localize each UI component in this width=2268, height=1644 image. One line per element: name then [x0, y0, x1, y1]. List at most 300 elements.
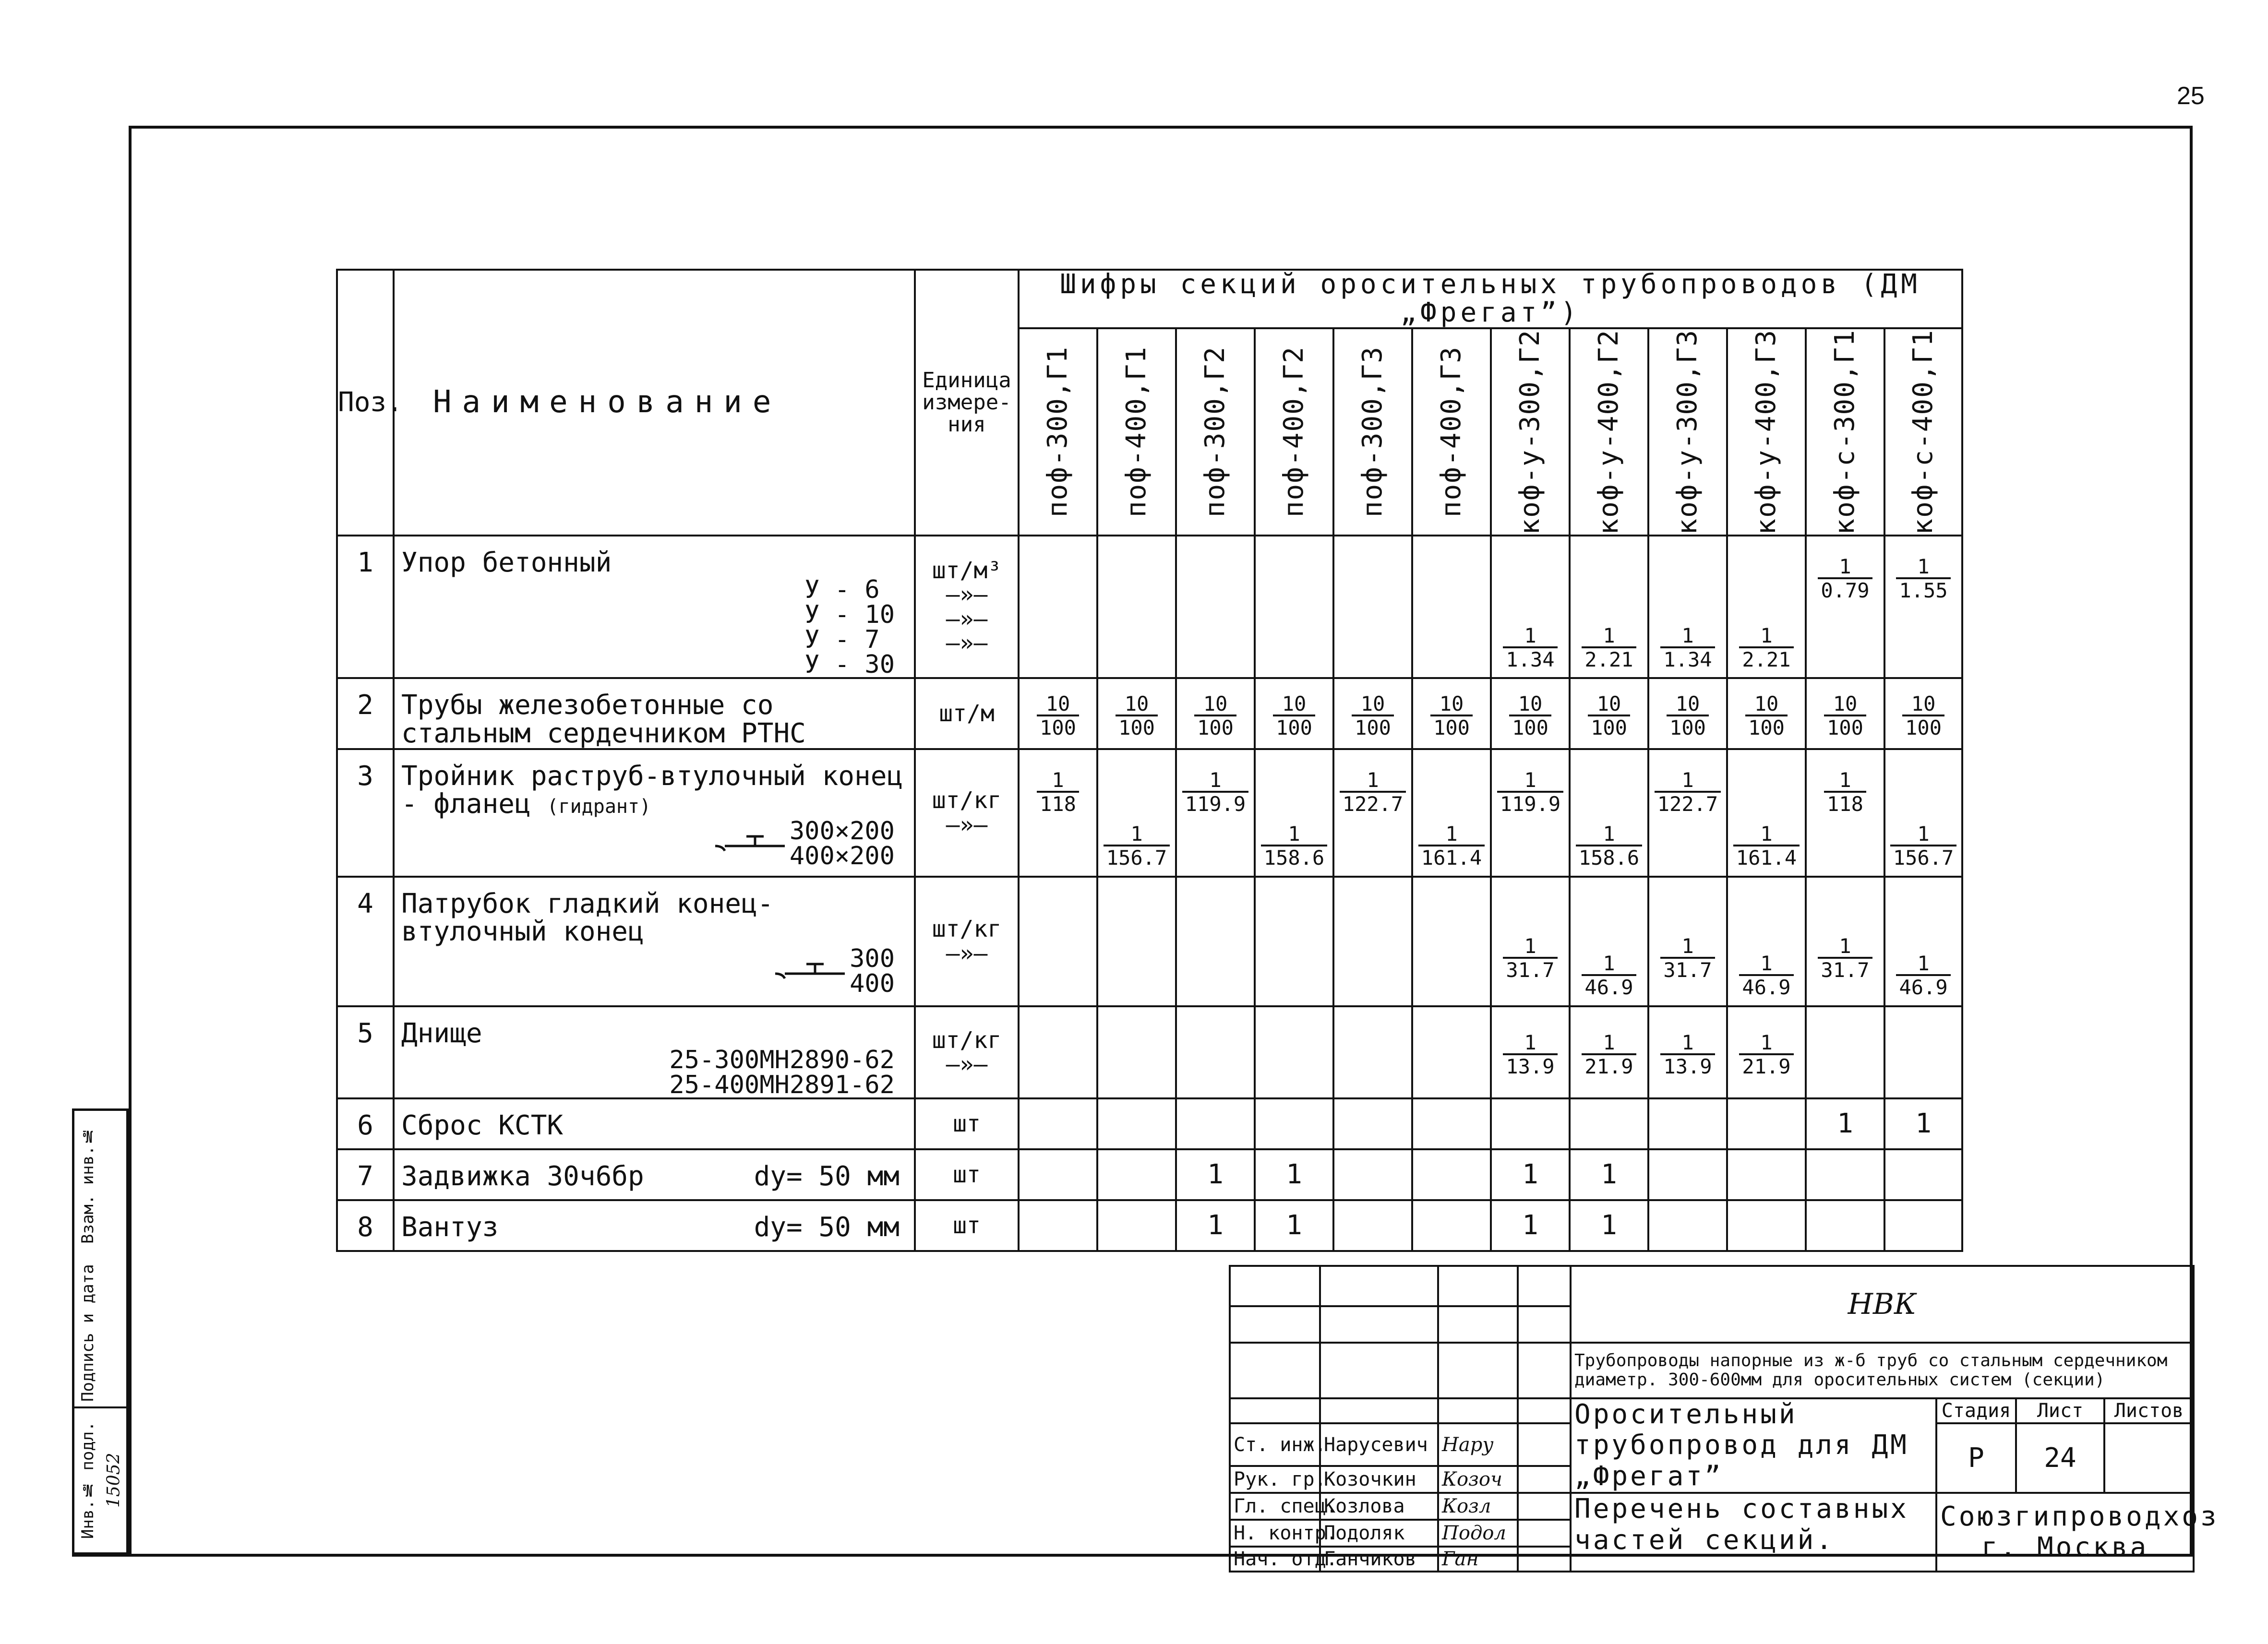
quantity-fraction: [1655, 770, 1721, 815]
quantity-cell: [1570, 877, 1648, 1006]
quantity-cell: [1648, 1149, 1727, 1200]
fraction-denominator: 100: [1116, 715, 1158, 739]
fraction-numerator: 10: [1203, 692, 1228, 716]
quantity-fraction: [1667, 693, 1709, 739]
table-row: [337, 1149, 1962, 1200]
item-note: (гидрант): [547, 796, 651, 818]
quantity-value: 1: [1286, 1158, 1302, 1190]
quantity-cell: [1491, 749, 1570, 877]
quantity-cell: [1019, 1149, 1097, 1200]
quantity-fraction: [1182, 770, 1248, 815]
quantity-fraction: [1104, 823, 1170, 869]
signature: Козл: [1438, 1493, 1518, 1520]
unit-line: шт/м³: [932, 557, 1002, 584]
fraction-numerator: 10: [1833, 692, 1858, 716]
quantity-cell: [1884, 1200, 1962, 1251]
quantity-cell: [1727, 1149, 1806, 1200]
fraction-numerator: 1: [1288, 822, 1300, 846]
quantity-cell: [1884, 536, 1962, 678]
quantity-fraction: [1352, 693, 1394, 739]
signature: Нару: [1438, 1423, 1518, 1466]
quantity-cell: [1491, 1200, 1570, 1251]
item-variant: У - 10: [804, 600, 895, 629]
quantity-cell: [1491, 1149, 1570, 1200]
header-pos: Поз.: [337, 270, 394, 536]
row-name: [394, 749, 915, 877]
inventory-stamp: [72, 1108, 129, 1557]
fraction-denominator: 100: [1902, 715, 1944, 739]
row-pos: 7: [337, 1149, 394, 1200]
fraction-numerator: 1: [1917, 952, 1930, 976]
column-header: коф-с-300,Г1: [1806, 328, 1884, 536]
quantity-cell: [1412, 536, 1491, 678]
quantity-fraction: [1660, 625, 1715, 670]
column-header: коф-у-300,Г3: [1648, 328, 1727, 536]
stamp-label-signature: Подпись и дата: [74, 1260, 101, 1408]
fraction-denominator: 1.34: [1503, 646, 1557, 670]
row-name: [394, 1098, 915, 1149]
fraction-denominator: 100: [1194, 715, 1236, 739]
quantity-cell: [1570, 1149, 1648, 1200]
item-name: Тройник раструб-втулочный конец - фланец: [401, 760, 903, 820]
quantity-cell: [1255, 877, 1333, 1006]
quantity-cell: [1097, 1149, 1176, 1200]
row-unit: [915, 1006, 1019, 1099]
quantity-cell: [1333, 877, 1412, 1006]
unit-line: —»—: [946, 629, 988, 656]
sheets-value: [2104, 1423, 2194, 1493]
quantity-cell: [1176, 1006, 1255, 1099]
quantity-fraction: [1902, 693, 1944, 739]
quantity-fraction: [1576, 823, 1642, 869]
quantity-cell: [1806, 877, 1884, 1006]
column-header: поф-300,Г3: [1333, 328, 1412, 536]
signature: Подол: [1438, 1520, 1518, 1547]
fraction-numerator: 1: [1603, 623, 1615, 647]
fraction-numerator: 1: [1760, 952, 1773, 976]
quantity-cell: [1727, 1006, 1806, 1099]
quantity-fraction: [1818, 936, 1872, 981]
item-variant: 25-300МН2890-62: [669, 1046, 895, 1075]
fraction-denominator: 100: [1037, 715, 1079, 739]
fraction-denominator: 46.9: [1739, 974, 1793, 998]
quantity-cell: [1019, 1006, 1097, 1099]
quantity-cell: [1412, 678, 1491, 749]
column-header: поф-300,Г2: [1176, 328, 1255, 536]
item-dimension: dу= 50 мм: [754, 1161, 900, 1192]
quantity-cell: [1648, 1098, 1727, 1149]
quantity-cell: [1648, 1006, 1727, 1099]
fraction-denominator: 31.7: [1503, 957, 1557, 981]
quantity-cell: [1727, 1098, 1806, 1149]
fraction-denominator: 100: [1588, 715, 1630, 739]
quantity-cell: [1727, 678, 1806, 749]
row-pos: 5: [337, 1006, 394, 1099]
quantity-cell: [1097, 1006, 1176, 1099]
stage-label: Стадия: [1936, 1398, 2016, 1423]
fraction-numerator: 1: [1917, 822, 1930, 846]
quantity-value: 1: [1601, 1158, 1617, 1190]
quantity-value: 1: [1837, 1108, 1853, 1139]
fraction-numerator: 1: [1367, 768, 1379, 792]
fraction-numerator: 1: [1445, 822, 1458, 846]
quantity-fraction: [1582, 1032, 1636, 1077]
stamp-value-replaced: [101, 1111, 128, 1260]
table-row: [337, 1098, 1962, 1149]
sign-name: Козлова: [1320, 1493, 1438, 1520]
sheet-label: Лист: [2016, 1398, 2104, 1423]
item-variant: 300×200: [789, 817, 895, 846]
quantity-cell: [1412, 1200, 1491, 1251]
fraction-numerator: 1: [1839, 934, 1851, 958]
specification-table: [336, 269, 1963, 1252]
quantity-cell: [1019, 678, 1097, 749]
quantity-cell: [1333, 749, 1412, 877]
header-unit: Единица измере-ния: [915, 270, 1019, 536]
row-name: [394, 536, 915, 678]
stamp-value-signature: [101, 1260, 128, 1408]
table-row: [337, 877, 1962, 1006]
sign-role: Гл. спец.: [1230, 1493, 1320, 1520]
fraction-numerator: 10: [1596, 692, 1621, 716]
unit-line: —»—: [946, 581, 988, 608]
quantity-cell: [1255, 1200, 1333, 1251]
column-header: поф-400,Г2: [1255, 328, 1333, 536]
fraction-numerator: 1: [1760, 1031, 1773, 1055]
quantity-cell: [1176, 678, 1255, 749]
quantity-cell: [1570, 1098, 1648, 1149]
quantity-cell: [1097, 536, 1176, 678]
fraction-numerator: 1: [1917, 555, 1930, 579]
stamp-label-replaced: Взам. инв.№: [78, 1126, 97, 1244]
quantity-value: 1: [1207, 1158, 1224, 1190]
quantity-cell: [1097, 1200, 1176, 1251]
quantity-cell: [1333, 1098, 1412, 1149]
quantity-cell: [1255, 536, 1333, 678]
quantity-cell: [1176, 1149, 1255, 1200]
quantity-cell: [1019, 749, 1097, 877]
quantity-cell: [1884, 678, 1962, 749]
quantity-fraction: [1509, 693, 1551, 739]
fraction-denominator: 100: [1824, 715, 1866, 739]
quantity-cell: [1727, 877, 1806, 1006]
quantity-fraction: [1418, 823, 1485, 869]
fraction-denominator: 31.7: [1660, 957, 1715, 981]
quantity-fraction: [1273, 693, 1315, 739]
item-name: Упор бетонный: [401, 547, 612, 579]
quantity-fraction: [1582, 953, 1636, 998]
quantity-fraction: [1497, 770, 1563, 815]
quantity-cell: [1176, 749, 1255, 877]
pipe-fitting-icon: [773, 959, 850, 983]
item-name: Патрубок гладкий конец-втулочный конец: [401, 888, 774, 948]
fraction-denominator: 46.9: [1582, 974, 1636, 998]
quantity-fraction: [1261, 823, 1327, 869]
sign-role: Ст. инж.: [1230, 1423, 1320, 1466]
fraction-numerator: 1: [1760, 623, 1773, 647]
sheet-value: 24: [2016, 1423, 2104, 1493]
quantity-cell: [1333, 1149, 1412, 1200]
fraction-numerator: 10: [1911, 692, 1936, 716]
row-unit: [915, 678, 1019, 749]
fraction-denominator: 2.21: [1582, 646, 1636, 670]
stage-value: Р: [1936, 1423, 2016, 1493]
quantity-cell: [1648, 877, 1727, 1006]
fraction-numerator: 10: [1439, 692, 1464, 716]
quantity-cell: [1019, 536, 1097, 678]
quantity-fraction: [1037, 693, 1079, 739]
quantity-cell: [1806, 1149, 1884, 1200]
quantity-value: 1: [1207, 1209, 1224, 1241]
table-row: [337, 1006, 1962, 1099]
unit-line: шт: [953, 1212, 981, 1239]
row-unit: [915, 536, 1019, 678]
fraction-denominator: 158.6: [1576, 845, 1642, 869]
stamp-label-inventory: Инв.№ подл.: [74, 1408, 101, 1554]
quantity-fraction: [1890, 823, 1956, 869]
quantity-cell: [1806, 1098, 1884, 1149]
row-pos: 1: [337, 536, 394, 678]
item-name: Сброс КСТК: [401, 1110, 564, 1142]
quantity-cell: [1806, 749, 1884, 877]
quantity-value: 1: [1286, 1209, 1302, 1241]
quantity-cell: [1412, 1006, 1491, 1099]
unit-line: шт/кг: [932, 916, 1002, 943]
header-group-title: Шифры секций оросительных трубопроводов (ДМ „Фрегат”): [1019, 270, 1962, 328]
sign-name: Ганчиков: [1320, 1547, 1438, 1572]
quantity-cell: [1333, 536, 1412, 678]
unit-line: —»—: [946, 940, 988, 967]
item-variant: 300: [850, 944, 895, 974]
item-name: Днище: [401, 1017, 482, 1049]
item-variant: 25-400МН2891-62: [669, 1071, 895, 1100]
fraction-numerator: 10: [1754, 692, 1779, 716]
unit-line: шт: [953, 1110, 981, 1138]
quantity-fraction: [1194, 693, 1236, 739]
fraction-numerator: 1: [1681, 768, 1694, 792]
fraction-numerator: 1: [1052, 768, 1064, 792]
quantity-cell: [1491, 877, 1570, 1006]
quantity-cell: [1255, 678, 1333, 749]
quantity-cell: [1412, 749, 1491, 877]
quantity-fraction: [1660, 936, 1715, 981]
column-header: коф-у-400,Г2: [1570, 328, 1648, 536]
quantity-fraction: [1503, 936, 1557, 981]
quantity-fraction: [1340, 770, 1406, 815]
row-name: [394, 1200, 915, 1251]
quantity-fraction: [1037, 770, 1079, 815]
quantity-fraction: [1739, 625, 1793, 670]
fraction-denominator: 122.7: [1340, 791, 1406, 815]
quantity-value: 1: [1522, 1158, 1538, 1190]
fraction-denominator: 119.9: [1182, 791, 1248, 815]
fraction-denominator: 100: [1667, 715, 1709, 739]
row-name: [394, 1149, 915, 1200]
fraction-numerator: 1: [1524, 934, 1536, 958]
fraction-denominator: 1.34: [1660, 646, 1715, 670]
fraction-numerator: 1: [1839, 768, 1851, 792]
fraction-denominator: 119.9: [1497, 791, 1563, 815]
quantity-cell: [1648, 1200, 1727, 1251]
item-variant: У - 7: [804, 625, 880, 654]
quantity-cell: [1648, 536, 1727, 678]
sign-role: Н. контр.: [1230, 1520, 1320, 1547]
quantity-cell: [1806, 678, 1884, 749]
quantity-cell: [1570, 536, 1648, 678]
sign-role: Рук. гр.: [1230, 1466, 1320, 1493]
quantity-fraction: [1824, 693, 1866, 739]
quantity-cell: [1176, 877, 1255, 1006]
row-unit: [915, 1200, 1019, 1251]
quantity-cell: [1884, 1149, 1962, 1200]
quantity-fraction: [1824, 770, 1866, 815]
fraction-denominator: 13.9: [1503, 1053, 1557, 1077]
fraction-numerator: 10: [1282, 692, 1307, 716]
quantity-cell: [1255, 1149, 1333, 1200]
quantity-cell: [1176, 1098, 1255, 1149]
unit-line: —»—: [946, 811, 988, 838]
item-variant: 400: [850, 969, 895, 999]
item-name: Задвижка 30ч6бр: [401, 1161, 644, 1192]
quantity-fraction: [1818, 556, 1872, 601]
table-row: [337, 536, 1962, 678]
unit-line: —»—: [946, 605, 988, 632]
row-name: [394, 877, 915, 1006]
fraction-numerator: 1: [1681, 1031, 1694, 1055]
quantity-fraction: [1503, 625, 1557, 670]
fraction-numerator: 1: [1209, 768, 1222, 792]
fraction-denominator: 156.7: [1890, 845, 1956, 869]
fraction-denominator: 122.7: [1655, 791, 1721, 815]
fraction-denominator: 21.9: [1739, 1053, 1793, 1077]
row-unit: [915, 877, 1019, 1006]
fraction-denominator: 1.55: [1896, 577, 1950, 601]
quantity-cell: [1491, 536, 1570, 678]
item-dimension: dу= 50 мм: [754, 1212, 900, 1243]
quantity-cell: [1412, 1149, 1491, 1200]
quantity-fraction: [1582, 625, 1636, 670]
quantity-cell: [1333, 678, 1412, 749]
quantity-value: 1: [1601, 1209, 1617, 1241]
quantity-cell: [1491, 1098, 1570, 1149]
row-pos: 6: [337, 1098, 394, 1149]
quantity-cell: [1884, 877, 1962, 1006]
quantity-cell: [1097, 749, 1176, 877]
fraction-denominator: 46.9: [1896, 974, 1950, 998]
quantity-cell: [1884, 1006, 1962, 1099]
item-name: Трубы железобетонные со стальным сердечником РТНС: [401, 689, 806, 749]
fraction-numerator: 1: [1524, 1031, 1536, 1055]
quantity-cell: [1255, 1006, 1333, 1099]
row-name: [394, 1006, 915, 1099]
row-pos: 8: [337, 1200, 394, 1251]
stamp-value-inventory: 15052: [101, 1408, 128, 1554]
fraction-denominator: 156.7: [1104, 845, 1170, 869]
fraction-numerator: 10: [1124, 692, 1149, 716]
fraction-denominator: 158.6: [1261, 845, 1327, 869]
row-pos: 4: [337, 877, 394, 1006]
fraction-denominator: 0.79: [1818, 577, 1872, 601]
unit-line: —»—: [946, 1050, 988, 1078]
sign-name: Нарусевич: [1320, 1423, 1438, 1466]
fraction-denominator: 100: [1273, 715, 1315, 739]
sign-role: Нач. отд.: [1230, 1547, 1320, 1572]
column-header: поф-400,Г1: [1097, 328, 1176, 536]
table-row: [337, 678, 1962, 749]
quantity-cell: [1412, 877, 1491, 1006]
quantity-cell: [1333, 1200, 1412, 1251]
fraction-numerator: 1: [1681, 623, 1694, 647]
pipe-fitting-icon: [713, 832, 790, 856]
quantity-cell: [1176, 1200, 1255, 1251]
unit-line: шт/кг: [932, 1026, 1002, 1054]
fraction-numerator: 1: [1603, 952, 1615, 976]
fraction-denominator: 118: [1037, 791, 1079, 815]
quantity-cell: [1570, 678, 1648, 749]
fraction-denominator: 2.21: [1739, 646, 1793, 670]
fraction-numerator: 1: [1130, 822, 1143, 846]
quantity-value: 1: [1522, 1209, 1538, 1241]
quantity-fraction: [1733, 823, 1800, 869]
fraction-denominator: 100: [1745, 715, 1788, 739]
quantity-cell: [1019, 877, 1097, 1006]
quantity-cell: [1255, 749, 1333, 877]
fraction-denominator: 31.7: [1818, 957, 1872, 981]
table-row: [337, 1200, 1962, 1251]
quantity-cell: [1491, 678, 1570, 749]
row-unit: [915, 1098, 1019, 1149]
quantity-fraction: [1745, 693, 1788, 739]
quantity-cell: [1727, 749, 1806, 877]
quantity-cell: [1806, 1200, 1884, 1251]
fraction-numerator: 1: [1681, 934, 1694, 958]
row-unit: [915, 749, 1019, 877]
row-unit: [915, 1149, 1019, 1200]
fraction-numerator: 1: [1524, 623, 1536, 647]
quantity-cell: [1570, 749, 1648, 877]
quantity-cell: [1570, 1200, 1648, 1251]
quantity-cell: [1727, 536, 1806, 678]
quantity-cell: [1806, 536, 1884, 678]
quantity-fraction: [1739, 1032, 1793, 1077]
quantity-fraction: [1116, 693, 1158, 739]
fraction-denominator: 118: [1824, 791, 1866, 815]
fraction-numerator: 1: [1524, 768, 1536, 792]
quantity-cell: [1097, 877, 1176, 1006]
quantity-cell: [1019, 1200, 1097, 1251]
fraction-numerator: 10: [1518, 692, 1543, 716]
organization: Союзгипроводхоз г. Москва: [1936, 1493, 2194, 1572]
quantity-cell: [1176, 536, 1255, 678]
drawing-code: НВК: [1571, 1266, 2194, 1343]
quantity-cell: [1727, 1200, 1806, 1251]
column-header: коф-с-400,Г1: [1884, 328, 1962, 536]
fraction-denominator: 161.4: [1418, 845, 1485, 869]
quantity-fraction: [1660, 1032, 1715, 1077]
fraction-numerator: 10: [1360, 692, 1385, 716]
sheet-title: Перечень составных частей секций.: [1571, 1493, 1936, 1572]
fraction-numerator: 1: [1839, 555, 1851, 579]
fraction-denominator: 161.4: [1733, 845, 1800, 869]
quantity-fraction: [1896, 953, 1950, 998]
quantity-cell: [1884, 1098, 1962, 1149]
item-variant: 400×200: [789, 842, 895, 871]
item-variant: У - 6: [804, 575, 880, 604]
header-name: Наименование: [394, 270, 915, 536]
title-block: [1229, 1265, 2219, 1573]
unit-line: шт/м: [939, 700, 995, 727]
quantity-cell: [1648, 678, 1727, 749]
